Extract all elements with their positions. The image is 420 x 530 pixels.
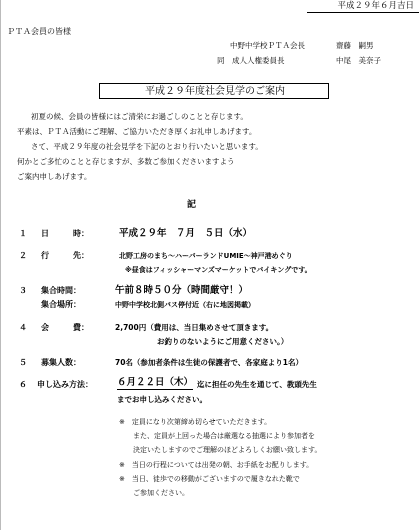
sender-role-1: 中野中学校ＰＴＡ会長 — [230, 41, 305, 50]
title-box — [99, 83, 329, 99]
item-2-number: ２ — [19, 251, 27, 260]
item-5-label: 募集人数： — [41, 358, 81, 367]
greeting-line-1: 初夏の候、会員の皆様にはご清栄にお過ごしのことと存じます。 — [31, 112, 248, 121]
sender-name-1: 齋藤 嗣男 — [336, 41, 374, 50]
item-6-value: 迄に担任の先生を通じて、教頭先生 — [197, 380, 317, 389]
item-4-value-2: お釣りのないようにご用意ください。） — [157, 337, 289, 346]
note-3: ※ 当日、徒歩での移動がございますので履きなれた靴で — [119, 475, 300, 483]
sender-name-2: 中尾 美奈子 — [336, 56, 381, 65]
note-1: ※ 定員になり次第締め切らせていただきます。 — [119, 418, 272, 426]
item-5-number: ５ — [19, 358, 27, 367]
item-2-note: ※昼食はフィッシャーマンズマーケットでバイキングです。 — [125, 266, 312, 274]
note-1-cont-2: 決定いたしますのでご理解のほどよろしくお願い致します。 — [119, 446, 322, 454]
date-underline — [307, 12, 419, 13]
item-6-label: 申し込み方法： — [37, 380, 93, 389]
ki-heading: 記 — [187, 200, 197, 210]
greeting-line-3: さて、平成２９年度の社会見学を下記のとおり行いたいと思います。 — [31, 142, 263, 151]
item-4-label: 会 費： — [41, 323, 89, 332]
item-4-value: 2,700円（費用は、当日集めさせて頂きます。 — [115, 323, 274, 332]
item-3-value-2: 中野中学校北側バス停付近（右に地図掲載） — [115, 301, 255, 309]
greeting-line-2: 平素は、ＰＴＡ活動にご理解、ご協力いただき厚くお礼申しあげます。 — [17, 127, 257, 136]
sender-role-2: 同 成人人権委員長 — [217, 56, 285, 65]
page-title: 平成２９年度社会見学のご案内 — [145, 86, 285, 97]
item-5-value: 70名（参加者条件は生徒の保護者で、各家庭より1名） — [115, 358, 304, 367]
item-3-number: ３ — [19, 286, 27, 295]
note-2: ※ 当日の行程については出発の朝、お手紙をお配りします。 — [119, 461, 314, 469]
item-3-label-2: 集合場所： — [41, 300, 81, 309]
item-1-number: １ — [19, 229, 27, 238]
item-1-label: 日 時： — [41, 229, 89, 238]
greeting-line-4: 何かとご多忙のことと存じますが、多数ご参加くださいますよう — [17, 157, 235, 166]
item-3-label: 集合時間： — [41, 286, 81, 295]
item-1-value: 平成２９年 ７月 ５日（水） — [119, 228, 253, 239]
item-2-value: 北野工房のまち～ハーバーランドUMIE～神戸港めぐり — [119, 252, 293, 260]
note-1-cont-1: また、定員が上回った場合は厳選なる抽選により参加者を — [119, 432, 315, 440]
item-4-number: ４ — [19, 323, 27, 332]
item-6-number: ６ — [19, 380, 27, 389]
issue-date: 平成２９年６月吉日 — [337, 1, 414, 11]
item-2-label: 行 先： — [41, 251, 89, 260]
item-6-value-2: までお申し込みください。 — [117, 395, 207, 404]
greeting-line-5: ご案内申しあげます。 — [17, 172, 92, 181]
item-3-value: 午前８時５０分（時間厳守！） — [115, 285, 249, 296]
addressee: ＰＴＡ会員の皆様 — [7, 27, 71, 36]
item-6-deadline: ６月２２日（木） — [117, 377, 194, 388]
note-3-cont: ご参加ください。 — [119, 489, 189, 497]
